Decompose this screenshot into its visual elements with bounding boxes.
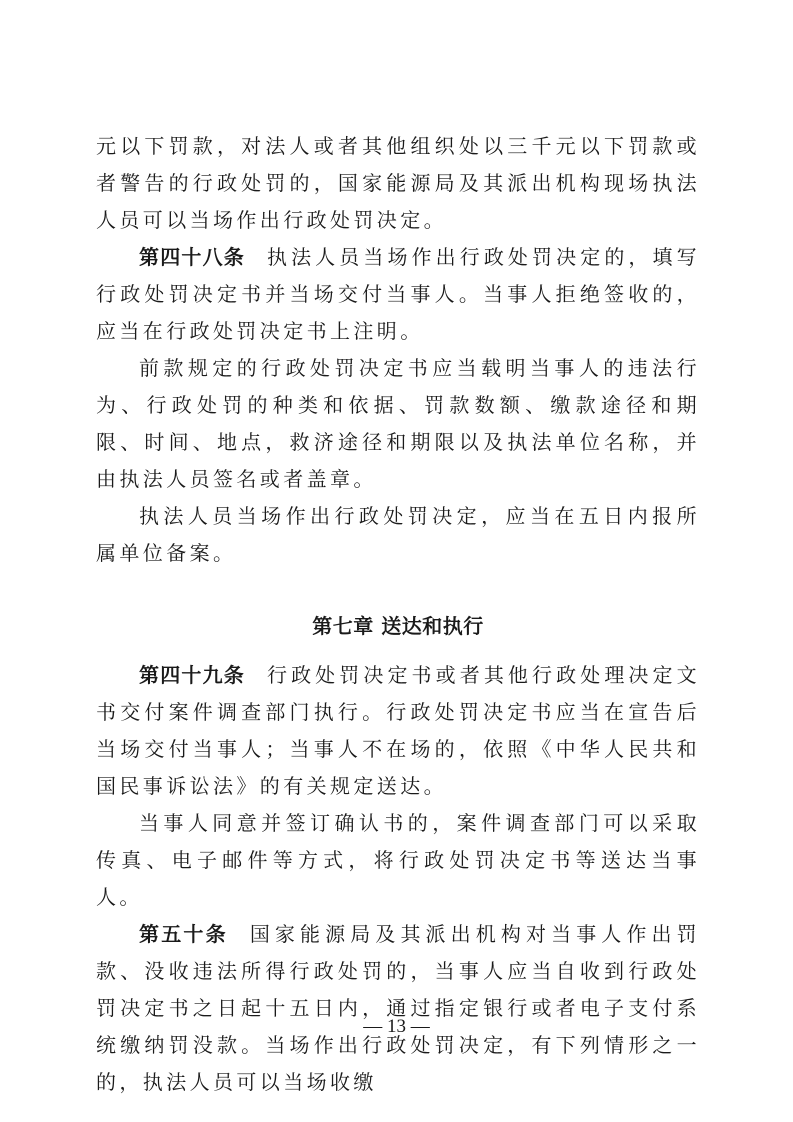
paragraph-decision-content: 前款规定的行政处罚决定书应当载明当事人的违法行为、行政处罚的种类和依据、罚款数额、缴款途径和期限、时间、地点，救济途径和期限以及执法单位名称，并由执法人员签名或者盖章。: [96, 356, 700, 491]
article-49: [96, 657, 700, 805]
article-48-body: 执法人员当场作出行政处罚决定的，填写行政处罚决定书并当场交付当事人。当事人拒绝签收的，应当在行政处罚决定书上注明。: [96, 245, 701, 343]
paragraph-filing: 执法人员当场作出行政处罚决定，应当在五日内报所属单位备案。: [96, 504, 700, 565]
article-50-heading: 第五十条: [139, 922, 228, 946]
document-page: [96, 128, 700, 1101]
article-49-body: 行政处罚决定书或者其他行政处理决定文书交付案件调查部门执行。行政处罚决定书应当在宣告后当场交付当事人；当事人不在场的，依照《中华人民共和国民事诉讼法》的有关规定送达。: [96, 663, 701, 798]
article-50-body: 国家能源局及其派出机构对当事人作出罚款、没收违法所得行政处罚的，当事人应当自收到行政处罚决定书之日起十五日内，通过指定银行或者电子支付系统缴纳罚没款。当场作出行政处罚决定，有下列情形之一的，执法人员可以当场收缴: [96, 922, 701, 1094]
paragraph-continuation: 元以下罚款，对法人或者其他组织处以三千元以下罚款或者警告的行政处罚的，国家能源局及其派出机构现场执法人员可以当场作出行政处罚决定。: [96, 134, 700, 232]
article-48-heading: 第四十八条: [139, 245, 245, 269]
chapter-title: 第七章 送达和执行: [312, 614, 484, 638]
article-50: [96, 916, 700, 1101]
article-49-heading: 第四十九条: [139, 663, 245, 687]
page-number: — 13 —: [363, 1016, 430, 1037]
paragraph-electronic-service: 当事人同意并签订确认书的，案件调查部门可以采取传真、电子邮件等方式，将行政处罚决定书等送达当事人。: [96, 811, 700, 909]
article-48: [96, 239, 700, 350]
